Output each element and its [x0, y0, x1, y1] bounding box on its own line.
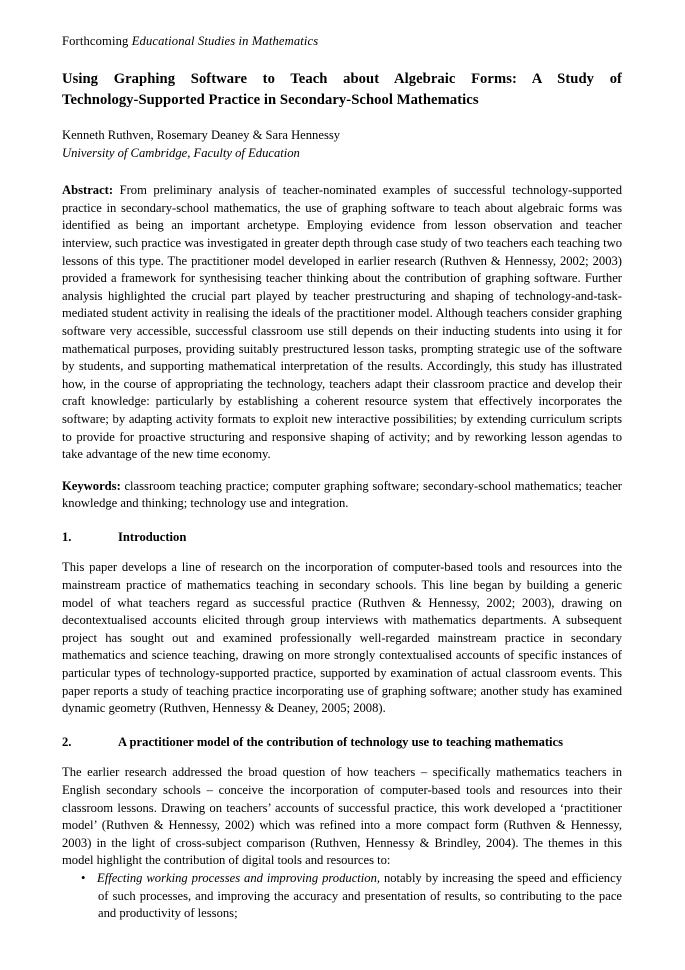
bullet-emphasis: Effecting working processes and improving production, [97, 870, 381, 885]
abstract-label: Abstract: [62, 183, 114, 198]
journal-prefix: Forthcoming [62, 34, 132, 48]
section-1-paragraph-1: This paper develops a line of research on the incorporation of computer-based tools and resources into the mainstream practice of mathematics teaching in secondary schools. This line began by building a generic model of what teachers regard as successful practice (Ruthven & Hennessy, 2002; 2003), drawing on decontextualised accounts elicited through group interviews with mathematics departments. A subsequent project has sought out and examined professionally well-regarded mainstream practice in secondary mathematics and science teaching, drawing on more strongly contextualised accounts of specific instances of particular types of technology-supported practice, supported by examination of actual classroom events. This paper reports a study of teaching practice incorporating use of graphing software; another study has examined dynamic geometry (Ruthven, Hennessy & Deaney, 2005; 2008). [62, 560, 622, 716]
section-number-1: 1. [62, 529, 72, 544]
section-heading-2 [62, 734, 622, 752]
list-item [62, 870, 622, 923]
keywords-paragraph [62, 478, 622, 513]
section-title-2: A practitioner model of the contribution of technology use to teaching mathematics [118, 734, 564, 749]
title-line-1: Using Graphing Software to Teach about Algebraic Forms: A Study of [62, 71, 622, 87]
title-line-2: Technology-Supported Practice in Secondary-School Mathematics [62, 92, 479, 108]
keywords-text: classroom teaching practice; computer graphing software; secondary-school mathematics; teacher knowledge and thinking; technology use and integration. [62, 478, 622, 511]
author-list: Kenneth Ruthven, Rosemary Deaney & Sara Hennessy [62, 128, 341, 142]
abstract-text: From preliminary analysis of teacher-nominated examples of successful technology-supported practice in secondary-school mathematics, the use of graphing software to teach about algebraic forms was identified as being an important archetype. Employing evidence from lesson observation and teacher interview, such practice was investigated in greater depth through case study of two teachers each teaching two lessons of this type. The practitioner model developed in earlier research (Ruthven & Hennessy, 2002; 2003) provided a framework for synthesising teacher thinking about the contribution of graphing software. Further analysis highlighted the crucial part played by teacher prestructuring and shaping of technology-and-task-mediated student activity in realising the ideals of the practitioner model. Although teachers consider graphing software very accessible, successful classroom use still depends on their inducting students into using it for mathematical purposes, providing suitably prestructured lesson tasks, prompting strategic use of the software by students, and supporting mathematical interpretation of the results. Accordingly, this study has illustrated how, in the course of appropriating the technology, teachers adapt their classroom practice and develop their craft knowledge: particularly by establishing a coherent resource system that effectively incorporates the software; by adapting activity formats to exploit new interactive possibilities; by extending curriculum scripts to provide for proactive structuring and responsive shaping of activity; and by reworking lesson agendas to take advantage of the new time economy. [62, 183, 622, 462]
keywords-label: Keywords: [62, 478, 121, 493]
journal-name: Educational Studies in Mathematics [131, 34, 319, 48]
section-heading-1 [62, 529, 622, 547]
bullet-marker-icon: • [81, 870, 86, 885]
page-content [62, 33, 622, 929]
section-number-2: 2. [62, 734, 72, 749]
abstract-paragraph [62, 182, 622, 464]
journal-reference [62, 33, 622, 50]
bullet-list [62, 870, 622, 923]
page-title [62, 69, 622, 111]
affiliation: University of Cambridge, Faculty of Education [62, 145, 300, 160]
section-title-1: Introduction [118, 529, 187, 544]
bullet-rest: notably by increasing the speed and efficiency of such processes, and improving the accuracy and presentation of results, so contributing to the pace and productivity of lessons; [98, 870, 622, 921]
section-2-paragraph-1: The earlier research addressed the broad question of how teachers – specifically mathematics teachers in English secondary schools – conceive the incorporation of computer-based tools and resources into their classroom lessons. Drawing on teachers’ accounts of successful practice, this work developed a ‘practitioner model’ (Ruthven & Hennessy, 2002) which was refined into a more compact form (Ruthven & Hennessy, 2003) in the light of cross-subject comparison (Ruthven, Hennessy & Brindley, 2004). The themes in this model highlight the contribution of digital tools and resources to: [62, 765, 622, 868]
